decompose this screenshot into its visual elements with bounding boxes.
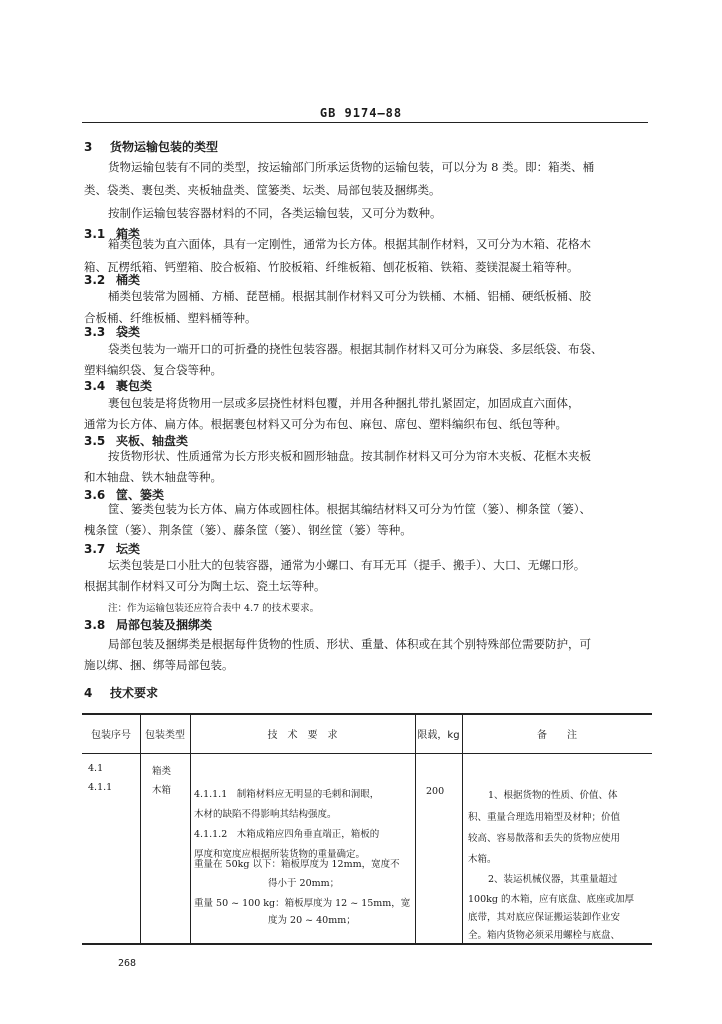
page-number: 268	[118, 958, 137, 969]
paragraph-line: 合板桶、纤维板桶、塑料桶等种。	[84, 311, 257, 325]
technical-requirements-table	[82, 713, 652, 945]
table-cell-tech: 重量 50 ~ 100 kg：箱板厚度为 12 ~ 15mm，宽	[194, 898, 411, 909]
subsection-title: 筐、篓类	[116, 488, 165, 502]
standard-code: GB 9174—88	[319, 106, 403, 120]
table-cell-type: 木箱	[152, 785, 172, 796]
paragraph-line: 和木轴盘、铁木轴盘等种。	[84, 470, 222, 484]
paragraph-line: 根据其制作材料又可分为陶土坛、瓷土坛等种。	[84, 579, 326, 593]
paragraph-line: 货物运输包装有不同的类型，按运输部门所承运货物的运输包装，可以分为 8 类。即：箱类、桶	[108, 160, 595, 174]
table-rule-header	[82, 753, 652, 754]
subsection-title: 箱类	[116, 227, 141, 241]
table-col-divider	[415, 713, 416, 944]
table-cell-remark: 100kg 的木箱，应有底盘、底座或加厚	[468, 894, 634, 905]
subsection-number: 3.8	[84, 618, 106, 632]
table-rule-bottom	[82, 943, 652, 945]
paragraph-line: 类、袋类、裹包类、夹板轴盘类、筐篓类、坛类、局部包装及捆绑类。	[84, 183, 441, 197]
section-4-heading	[84, 684, 158, 701]
subsection-number: 3.7	[84, 542, 106, 556]
subsection-heading	[84, 616, 212, 633]
subsection-number: 3.6	[84, 488, 106, 502]
table-cell-number: 4.1.1	[88, 782, 113, 793]
subsection-title: 局部包装及捆绑类	[116, 618, 213, 632]
table-cell-remark: 1、根据货物的性质、价值、体	[488, 790, 618, 801]
table-cell-remark: 全。箱内货物必须采用螺栓与底盘、	[468, 930, 621, 941]
table-cell-tech: 厚度和宽度应根据所装货物的重量确定。	[194, 849, 366, 860]
note: 注：作为运输包装还应符合表中 4.7 的技术要求。	[108, 603, 320, 614]
table-cell-number: 4.1	[88, 763, 104, 774]
subsection-number: 3.1	[84, 227, 106, 241]
table-header-cell: 备 注	[537, 730, 577, 741]
table-cell-remark: 底带，其对底应保证搬运装卸作业安	[468, 912, 621, 923]
table-header-cell: 包装序号	[91, 730, 131, 741]
subsection-title: 桶类	[116, 273, 141, 287]
table-col-divider	[462, 713, 463, 944]
table-col-divider	[190, 713, 191, 944]
table-rule-top	[82, 713, 652, 715]
section-title: 货物运输包装的类型	[110, 140, 219, 154]
paragraph-line: 筐、篓类包装为长方体、扁方体或圆柱体。根据其编结材料又可分为竹筐（篓）、柳条筐（篓）、	[108, 502, 591, 516]
table-cell-remark: 较高、容易散落和丢失的货物应使用	[468, 833, 621, 844]
paragraph-line: 按货物形状、性质通常为长方形夹板和圆形轴盘。按其制作材料又可分为帘木夹板、花框木夹板	[108, 449, 591, 463]
paragraph-line: 局部包装及捆绑类是根据每件货物的性质、形状、重量、体积或在其个别特殊部位需要防护，可	[108, 637, 591, 651]
paragraph-line: 袋类包装为一端开口的可折叠的挠性包装容器。根据其制作材料又可分为麻袋、多层纸袋、布袋、	[108, 342, 603, 356]
paragraph-line: 通常为长方体、扁方体。根据裹包材料又可分为布包、麻包、席包、塑料编织布包、纸包等种。	[84, 417, 567, 431]
section-title: 技术要求	[110, 686, 159, 700]
paragraph-line: 按制作运输包装容器材料的不同，各类运输包装，又可分为数种。	[108, 206, 442, 220]
table-cell-remark: 木箱。	[468, 854, 497, 865]
paragraph-line: 槐条筐（篓）、荆条筐（篓）、藤条筐（篓）、钢丝筐（篓）等种。	[84, 523, 412, 537]
subsection-number: 3.3	[84, 325, 106, 339]
table-cell-tech: 度为 20 ~ 40mm；	[268, 915, 356, 926]
table-cell-type: 箱类	[152, 766, 172, 777]
paragraph-line: 坛类包装是口小肚大的包装容器，通常为小螺口、有耳无耳（提手、搬手）、大口、无螺口形。	[108, 558, 586, 572]
paragraph-line: 箱类包装为直六面体，具有一定刚性，通常为长方体。根据其制作材料，又可分为木箱、花格木	[108, 237, 591, 251]
table-cell-remark: 2、装运机械仪器，其重量超过	[488, 874, 618, 885]
table-cell-remark: 积、重量合理选用箱型及材种；价值	[468, 812, 621, 823]
paragraph-line: 桶类包装常为圆桶、方桶、琵琶桶。根据其制作材料又可分为铁桶、木桶、铝桶、硬纸板桶、胶	[108, 289, 591, 303]
subsection-number: 3.2	[84, 273, 106, 287]
table-col-divider	[140, 713, 141, 944]
paragraph-line: 塑料编织袋、复合袋等种。	[84, 363, 222, 377]
subsection-title: 袋类	[116, 325, 141, 339]
table-header-cell: 技 术 要 求	[267, 730, 338, 741]
table-cell-tech: 4.1.1.1 制箱材料应无明显的毛刺和洞眼，	[194, 789, 380, 800]
table-cell-tech: 木材的缺陷不得影响其结构强度。	[194, 809, 337, 820]
table-cell-limit: 200	[426, 786, 445, 797]
paragraph-line: 施以绑、捆、绑等局部包装。	[84, 658, 234, 672]
section-number: 3	[84, 140, 93, 154]
paragraph-line: 裹包包装是将货物用一层或多层挠性材料包覆，并用各种捆扎带扎紧固定，加固成直六面体，	[108, 396, 580, 410]
subsection-number: 3.5	[84, 434, 106, 448]
paragraph-line: 箱、瓦楞纸箱、钙塑箱、胶合板箱、竹胶板箱、纤维板箱、刨花板箱、铁箱、菱镁混凝土箱等种。	[84, 260, 579, 274]
section-3-heading	[84, 138, 218, 155]
header-rule	[82, 122, 648, 123]
subsection-title: 裹包类	[116, 379, 153, 393]
table-header-cell: 包装类型	[145, 730, 185, 741]
table-cell-tech: 重量在 50kg 以下：箱板厚度为 12mm，宽度不	[194, 859, 400, 870]
subsection-number: 3.4	[84, 379, 106, 393]
table-header-cell: 限载，kg	[417, 730, 460, 741]
subsection-title: 坛类	[116, 542, 141, 556]
section-number: 4	[84, 686, 93, 700]
table-cell-tech: 4.1.1.2 木箱成箱应四角垂直端正，箱板的	[194, 829, 380, 840]
table-cell-tech: 得小于 20mm；	[268, 878, 340, 889]
subsection-title: 夹板、轴盘类	[116, 434, 189, 448]
